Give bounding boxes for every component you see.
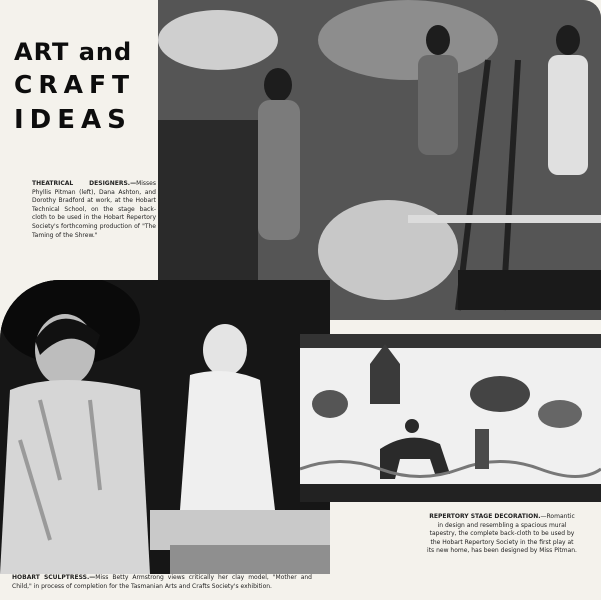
page-title [14, 36, 154, 138]
caption-repertory-lead: REPERTORY STAGE DECORATION. [429, 513, 541, 520]
sculptress-photo-art [0, 280, 330, 574]
sculptress-photo [0, 280, 330, 574]
tapestry-backcloth-photo [300, 334, 601, 502]
designers-photo-art [158, 0, 601, 320]
caption-theatrical-designers [32, 180, 156, 240]
tapestry-photo-art [300, 334, 601, 502]
caption-theatre-text: Misses Phyllis Pitman (left), Dana Ashton, and Dorothy Bradford at work, at the Hobart Technical School, on the stage back-cloth to be used in the Hobart Repertory Society's forthcoming production of "The Taming of the Shrew." [32, 180, 156, 239]
theatrical-designers-photo [158, 0, 601, 320]
caption-hobart-sculptress [12, 574, 312, 591]
title-line-2: CRAFT [14, 70, 136, 99]
title-line-1: ART and [14, 38, 133, 66]
caption-sculpt-text: Miss Betty Armstrong views critically her clay model, "Mother and Child," in process of completion for the Tasmanian Arts and Crafts Society's exhibition. [12, 574, 312, 590]
caption-sculpt-lead: HOBART SCULPTRESS.— [12, 574, 96, 581]
caption-repertory-text: —Romantic in design and resembling a spacious mural tapestry, the complete back-cloth to be used by the Hobart Repertory Society in the first play at its new home, has been designed by Miss Pitman. [427, 513, 577, 555]
caption-theatre-lead: THEATRICAL DESIGNERS.— [32, 180, 137, 187]
title-line-3: IDEAS [14, 105, 132, 135]
caption-repertory-decoration [427, 513, 577, 556]
